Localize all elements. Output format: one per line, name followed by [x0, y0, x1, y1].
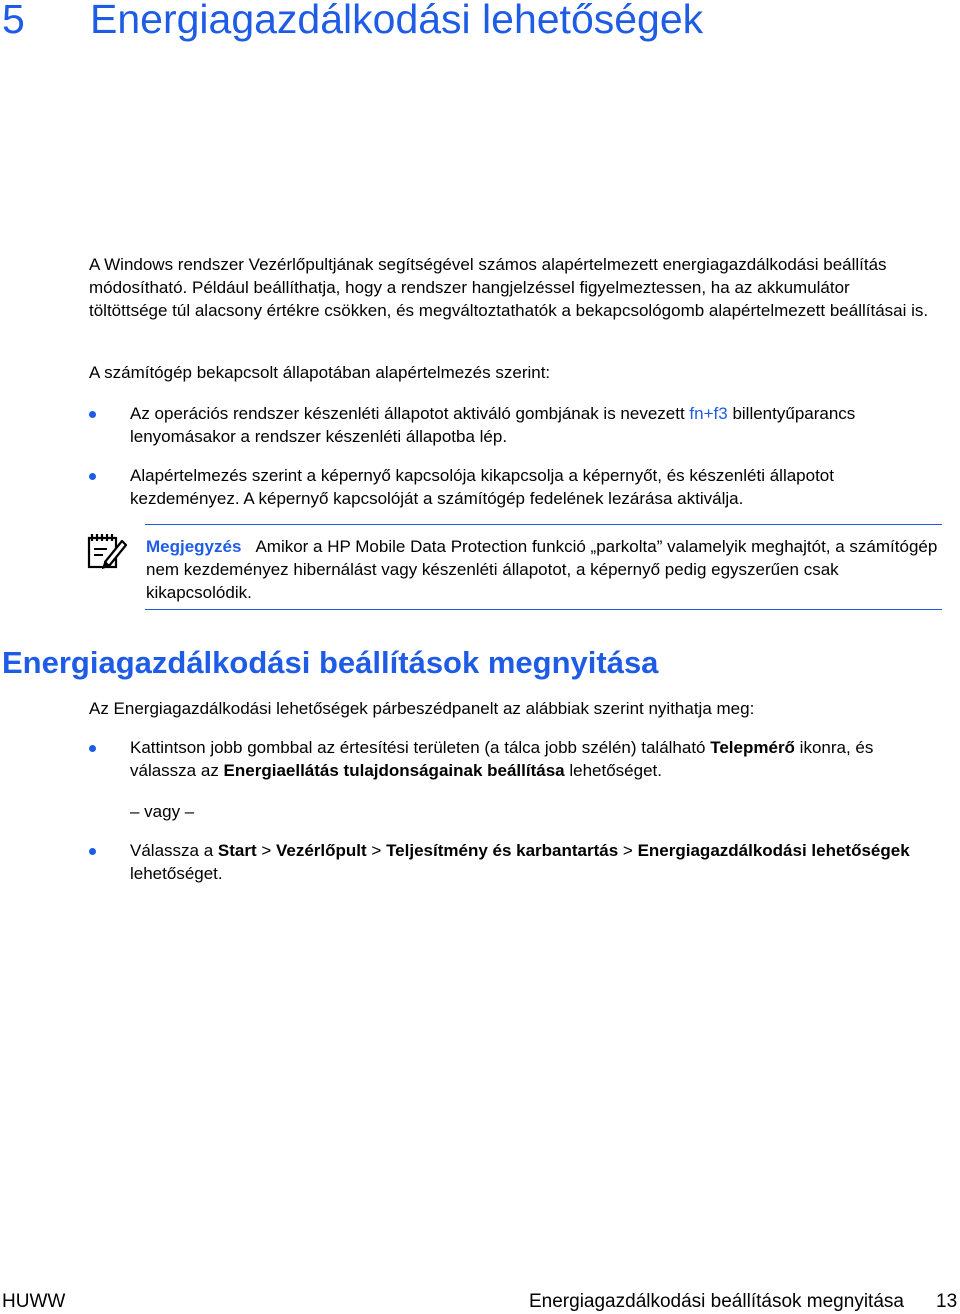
intro-paragraph: A Windows rendszer Vezérlőpultjának segítségével számos alapértelmezett energiagazdálkodási beállítás módosítható. Például beállíthatja, hogy a rendszer hangjelzéssel figyelmeztessen, ha az akkumulátor töltöttsége túl alacsony értékre csökken, és megváltoztathatók a bekapcsológomb alapértelmezett beállításai is. [89, 255, 929, 320]
or-separator: – vagy – [130, 802, 195, 821]
footer-doc-code: HUWW [2, 1291, 66, 1312]
ui-term-power-options: Energiaellátás tulajdonságainak beállítása [223, 761, 565, 780]
ui-term-start: Start [217, 841, 257, 860]
ui-term-performance: Teljesítmény és karbantartás [386, 841, 619, 860]
defaults-lead-paragraph: A számítógép bekapcsolt állapotában alapértelmezés szerint: [89, 363, 551, 382]
ui-term-battery-meter: Telepmérő [710, 738, 795, 757]
list-item-text: Válassza a Start > Vezérlőpult > Teljesítmény és karbantartás > Energiagazdálkodási lehetőségek lehetőséget. [130, 841, 910, 883]
footer-page-number: 13 [936, 1291, 958, 1312]
bullet-icon [89, 848, 96, 855]
chapter-title: Energiagazdálkodási lehetőségek [90, 0, 704, 42]
list-item-text: Alapértelmezés szerint a képernyő kapcsolója kikapcsolja a képernyőt, és készenléti állapotot kezdeményez. A képernyő kapcsolóját a számítógép fedelének lezárása aktiválja. [130, 466, 834, 508]
section-heading: Energiagazdálkodási beállítások megnyitása [2, 645, 659, 680]
key-combo: fn+f3 [689, 404, 728, 423]
list-item-text: Kattintson jobb gombbal az értesítési területen (a tálca jobb szélén) található Telepmérő ikonra, és válassza az Energiaellátás tulajdonságainak beállítása lehetőséget. [130, 738, 874, 780]
bullet-icon [89, 745, 96, 752]
ui-term-power-options: Energiagazdálkodási lehetőségek [637, 841, 910, 860]
note-pencil-icon [86, 529, 128, 571]
bullet-icon [89, 411, 96, 418]
list-item-text: Az operációs rendszer készenléti állapotot aktiváló gombjának is nevezett fn+f3 billentyűparancs lenyomásakor a rendszer készenléti állapotba lép. [130, 404, 856, 446]
chapter-number: 5 [2, 0, 25, 42]
note-text: Megjegyzés Amikor a HP Mobile Data Protection funkció „parkolta” valamelyik meghajtót, a számítógép nem kezdeményez hibernálást vagy készenléti állapotot, a képernyő pedig egyszerűen csak kikapcsolódik. [146, 537, 938, 602]
note-label: Megjegyzés [146, 537, 242, 556]
ui-term-control-panel: Vezérlőpult [276, 841, 367, 860]
note-top-divider [145, 524, 942, 525]
note-bottom-divider [145, 609, 942, 610]
section-intro-paragraph: Az Energiagazdálkodási lehetőségek párbeszédpanelt az alábbiak szerint nyithatja meg: [89, 699, 755, 718]
bullet-icon [89, 473, 96, 480]
footer-section-title: Energiagazdálkodási beállítások megnyitása [529, 1291, 904, 1312]
